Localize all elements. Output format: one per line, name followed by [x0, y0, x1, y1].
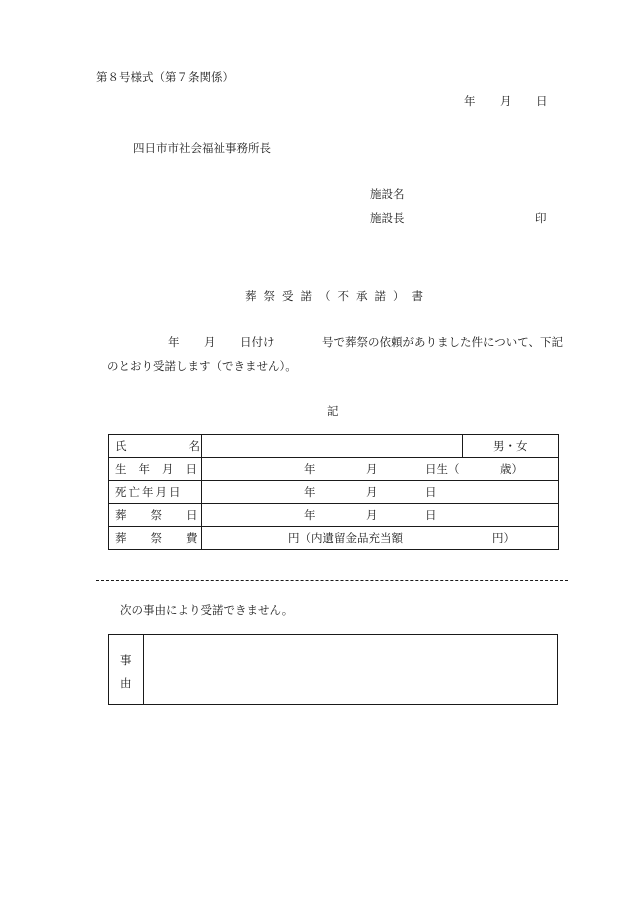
death-label-cell	[109, 481, 202, 504]
birth-month: 月	[366, 462, 378, 476]
form-number: 第８号様式（第７条関係）	[96, 70, 234, 84]
body-line2: のとおり受諾します（できません）。	[107, 359, 297, 373]
funeral-date-label-cell	[109, 504, 222, 527]
funeral-date-value-cell[interactable]	[202, 504, 559, 527]
document-title: 葬祭受諾（不承諾）書	[245, 289, 430, 303]
funeral-date-label: 葬祭日	[115, 508, 222, 522]
facility-head-label: 施設長	[370, 211, 405, 225]
gender-options: 男・女	[493, 439, 528, 453]
table-row	[109, 435, 559, 458]
funeral-day: 日	[425, 508, 437, 522]
table-row	[109, 481, 559, 504]
date-day-label: 日	[536, 94, 548, 108]
funeral-cost-label: 葬祭費	[115, 531, 222, 545]
funeral-cost-value: 円（内遺留金品充当額	[288, 531, 403, 545]
reason-box	[108, 634, 558, 705]
death-label: 死亡年月日	[115, 485, 183, 499]
reason-label-2: 由	[120, 676, 132, 690]
table-row	[109, 458, 559, 481]
reason-label-column	[109, 635, 144, 704]
ki-heading: 記	[327, 404, 339, 418]
death-value-cell[interactable]	[202, 481, 559, 504]
name-value-cell[interactable]	[202, 435, 463, 458]
funeral-month: 月	[366, 508, 378, 522]
funeral-cost-value-cell[interactable]	[202, 527, 559, 550]
body-year: 年	[168, 335, 180, 349]
addressee: 四日市市社会福祉事務所長	[133, 141, 271, 155]
funeral-cost-label-cell	[109, 527, 222, 550]
birth-day: 日生（	[425, 462, 460, 476]
death-month: 月	[366, 485, 378, 499]
refusal-intro: 次の事由により受諾できません。	[120, 603, 294, 617]
birth-year: 年	[304, 462, 316, 476]
funeral-year: 年	[304, 508, 316, 522]
table-row	[109, 504, 559, 527]
birth-label: 生年月日	[115, 462, 209, 476]
birth-label-cell	[109, 458, 209, 481]
deceased-info-table	[108, 434, 559, 550]
reason-field[interactable]	[144, 635, 557, 704]
body-day-dated: 日付け	[240, 335, 275, 349]
death-year: 年	[304, 485, 316, 499]
name-label-cell	[109, 435, 262, 458]
body-line1-rest: 号で葬祭の依頼がありました件について、下記	[322, 335, 564, 349]
date-month-label: 月	[500, 94, 512, 108]
birth-value-cell[interactable]	[202, 458, 559, 481]
death-day: 日	[425, 485, 437, 499]
facility-name-label: 施設名	[370, 187, 405, 201]
table-row	[109, 527, 559, 550]
body-month: 月	[204, 335, 216, 349]
gender-cell[interactable]	[463, 435, 559, 458]
age-unit: 歳）	[500, 462, 523, 476]
name-label: 氏名	[115, 439, 262, 453]
dashed-separator	[96, 580, 568, 581]
reason-label-1: 事	[120, 653, 132, 667]
funeral-cost-end: 円）	[492, 531, 515, 545]
seal-mark: 印	[535, 211, 547, 225]
date-year-label: 年	[464, 94, 476, 108]
